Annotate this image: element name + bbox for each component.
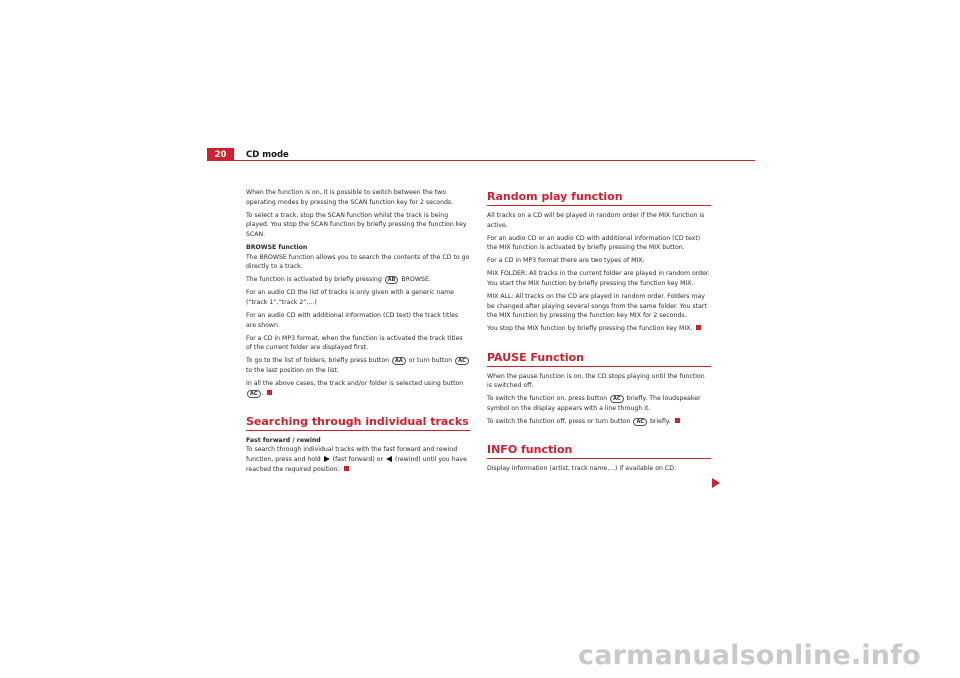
page-number: 20	[214, 150, 227, 160]
button-ac-badge: AC	[247, 390, 261, 398]
button-ac-badge: AC	[455, 357, 469, 365]
paragraph: The BROWSE function allows you to search the contents of the CD to go directly to a track.	[246, 253, 470, 271]
paragraph: To select a track, stop the SCAN function whilst the track is being played. You stop the SCAN function by briefly pressing the function key SCAN.	[246, 211, 467, 238]
end-of-section-icon	[696, 325, 701, 330]
text: In all the above cases, the track and/or folder is selected using button	[246, 380, 464, 388]
paragraph: For an audio CD with additional information (CD text) the track titles are shown.	[246, 312, 459, 329]
paragraph	[246, 445, 470, 474]
paragraph: Display information (artist, track name,...) if available on CD.	[487, 465, 676, 472]
text: BROWSE.	[401, 276, 431, 284]
end-of-section-icon	[344, 466, 349, 471]
section-title-searching: Searching through individual tracks	[246, 415, 470, 431]
subheading-fast-forward: Fast forward / rewind	[246, 436, 321, 444]
text: briefly.	[649, 417, 671, 425]
subheading-browse: BROWSE function	[246, 243, 308, 251]
text: The function is activated by briefly pressing	[246, 276, 382, 284]
end-of-section-icon	[267, 390, 272, 395]
paragraph: For a CD in MP3 format there are two types of MIX:	[487, 257, 645, 265]
section-title-pause: PAUSE Function	[487, 351, 711, 367]
text: To switch the function off, press or turn button	[487, 417, 631, 425]
paragraph	[246, 356, 470, 375]
header-rule	[207, 160, 755, 161]
paragraph	[246, 275, 470, 285]
button-ab-badge: AB	[385, 276, 399, 284]
spacer	[487, 430, 711, 443]
text: (fast forward) or	[332, 455, 384, 463]
paragraph: MIX FOLDER: All tracks in the current folder are played in random order. You start the MIX function by briefly pressing the function key MIX.	[487, 270, 710, 288]
paragraph: When the pause function is on, the CD stops playing until the function is switched off.	[487, 372, 705, 390]
button-aa-badge: AA	[392, 357, 406, 365]
paragraph: MIX ALL: All tracks on the CD are played in random order. Folders may be changed after playing several songs from the same folder. You start the MIX function by pressing the function key MIX for 2 seconds.	[487, 293, 707, 320]
button-ac-badge: AC	[633, 418, 647, 426]
end-of-section-icon	[675, 418, 680, 423]
text: To search through individual tracks with the fast forward and rewind function, press and hold	[246, 446, 458, 463]
right-column	[487, 190, 711, 477]
text: You stop the MIX function by briefly pressing the function key MIX.	[487, 325, 693, 333]
left-column	[246, 188, 470, 478]
paragraph: For an audio CD the list of tracks is only given with a generic name (“track 1”,“track 2”,...)	[246, 289, 454, 306]
text: briefly. The loudspeaker symbol on the display appears with a line through it.	[487, 395, 701, 412]
paragraph	[487, 324, 711, 334]
paragraph: All tracks on a CD will be played in random order if the MIX function is active.	[487, 212, 705, 229]
paragraph	[487, 394, 711, 413]
button-ac-badge: AC	[610, 395, 624, 403]
text: or turn button	[408, 357, 453, 365]
paragraph: For an audio CD or an audio CD with additional information (CD text) the MIX function is activated by briefly pressing the MIX button.	[487, 234, 701, 252]
text: .	[261, 389, 264, 397]
text: To go to the list of folders, briefly press button	[246, 357, 390, 365]
spacer	[487, 338, 711, 351]
fast-forward-icon	[324, 456, 330, 462]
rewind-icon	[386, 456, 392, 462]
text: (rewind) until you have reached the required position.	[246, 455, 467, 473]
watermark: carmanualsonline.info	[578, 640, 921, 671]
page-title: CD mode	[246, 150, 289, 160]
paragraph: For a CD in MP3 format, when the function is activated the track titles of the current folder are displayed first.	[246, 334, 463, 352]
text: to the last position on the list.	[246, 367, 339, 374]
paragraph: When the function is on, it is possible to switch between the two operating modes by pressing the SCAN function key for 2 seconds.	[246, 189, 454, 206]
text: To switch the function on, press button	[487, 395, 608, 403]
paragraph	[246, 379, 470, 398]
paragraph	[487, 417, 711, 427]
section-title-info: INFO function	[487, 443, 711, 459]
continue-arrow-icon	[712, 478, 720, 488]
section-title-random-play: Random play function	[487, 190, 711, 206]
spacer	[246, 402, 470, 415]
